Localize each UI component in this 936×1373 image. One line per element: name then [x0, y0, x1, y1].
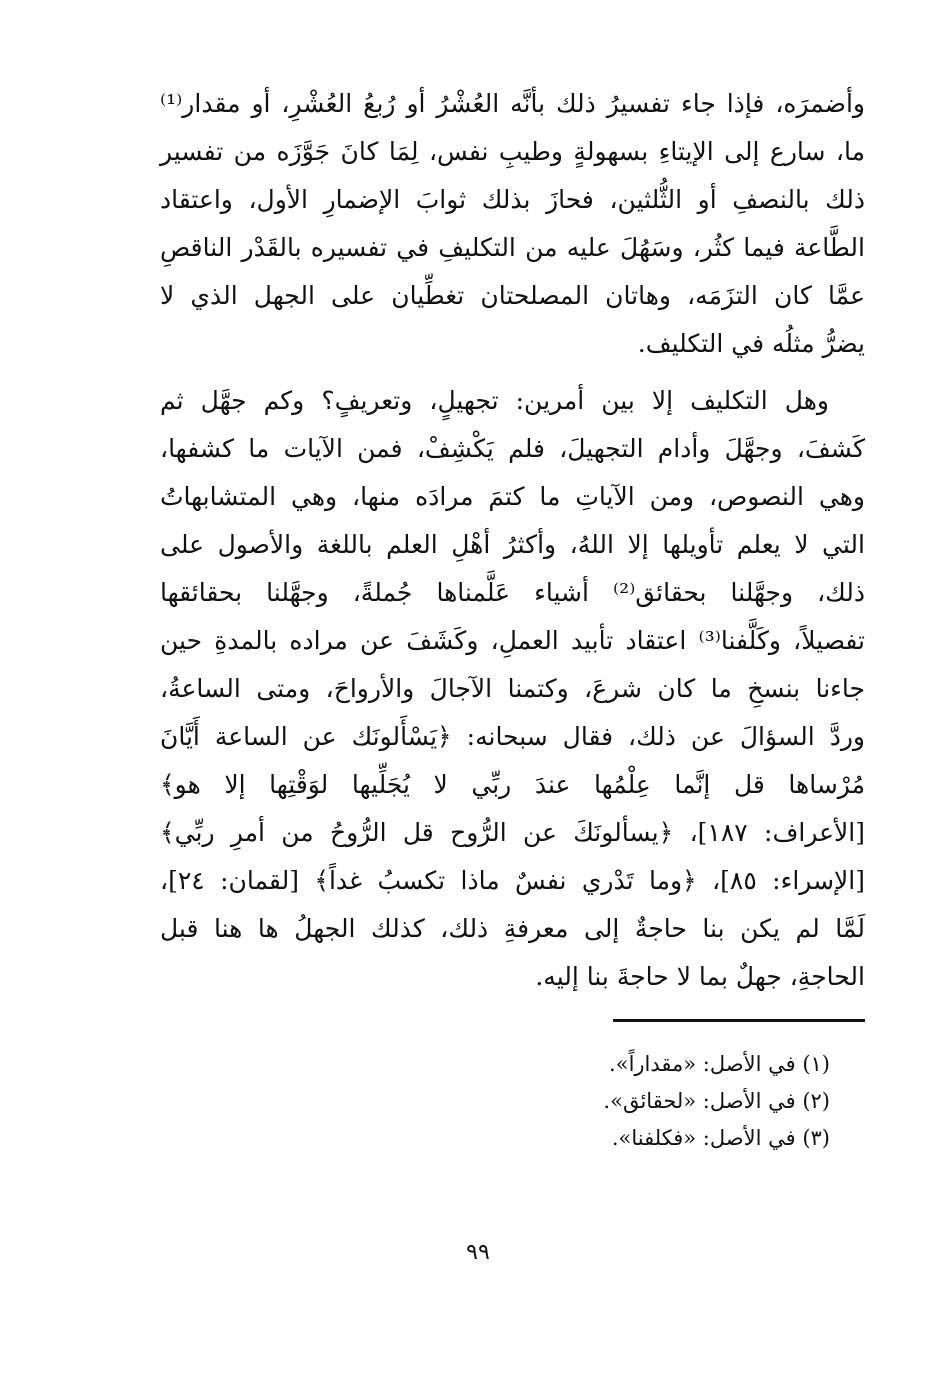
- paragraph-line: كَشفَ، وجهَّلَ وأدام التجهيلَ، فلم يَكْشِفْ، فمن الآيات ما كشفها،: [160, 434, 865, 463]
- paragraph-line: ما، سارع إلى الإيتاءِ بسهولةٍ وطيبِ نفس، لِمَا كانَ جَوَّزَه من تفسير: [160, 137, 865, 166]
- paragraph-line: لَمَّا لم يكن بنا حاجةٌ إلى معرفةِ ذلك، كذلك الجهلُ ها هنا قبل: [160, 914, 865, 943]
- paragraph-line: وردَّ السؤالَ عن ذلك، فقال سبحانه: ﴿يَسْأَلونَك عن الساعة أَيَّانَ: [160, 722, 865, 751]
- footnote-2: (٢) في الأصل: «لحقائق».: [603, 1089, 830, 1113]
- paragraph-line: الطَّاعة فيما كثُر، وسَهُلَ عليه من التكليفِ في تفسيره بالقَدْر الناقصِ: [160, 233, 865, 262]
- paragraph-line: التي لا يعلم تأويلها إلا اللهُ، وأكثرُ أهْلِ العلم باللغة والأصول على: [160, 530, 865, 559]
- paragraph-line: وهي النصوص، ومن الآياتِ ما كتمَ مرادَه منها، وهي المتشابهاتُ: [160, 482, 865, 511]
- paragraph-line: عمَّا كان التزَمَه، وهاتان المصلحتان تغطِّيان على الجهل الذي لا: [160, 281, 865, 310]
- paragraph-line: ذلك، وجهَّلنا بحقائق⁽²⁾ أشياء عَلَّمناها جُملةً، وجهَّلنا بحقائقها: [160, 578, 866, 607]
- footnote-separator: [613, 1019, 865, 1022]
- paragraph-line: مُرْساها قل إنَّما عِلْمُها عندَ ربِّي لا يُجَلِّيها لوَقْتِها إلا هو﴾: [160, 770, 865, 799]
- paragraph-line: جاءنا بنسخِ ما كان شرعَ، وكتمنا الآجالَ والأرواحَ، ومتى الساعةُ،: [160, 674, 865, 703]
- paragraph-line: [الإسراء: ٨٥]، ﴿وما تَدْري نفسٌ ماذا تكسبُ غداً﴾ [لقمان: ٢٤]،: [160, 866, 865, 895]
- paragraph-line: تفصيلاً، وكَلَّفنا⁽³⁾ اعتقاد تأبيد العملِ، وكَشَفَ عن مراده بالمدةِ حين: [160, 626, 865, 655]
- footnote-1: (١) في الأصل: «مقداراً».: [609, 1052, 830, 1076]
- paragraph-line: وأضمرَه، فإذا جاء تفسيرُ ذلك بأنَّه العُشْرُ أو رُبعُ العُشْرِ، أو مقدار⁽¹⁾: [160, 89, 865, 118]
- paragraph-line: يضرُّ مثلُه في التكليف.: [637, 329, 865, 358]
- paragraph-line: وهل التكليف إلا بين أمرين: تجهيلٍ، وتعريفٍ؟ وكم جهَّل ثم: [160, 386, 829, 415]
- paragraph-line: [الأعراف: ١٨٧]، ﴿يسألونَكَ عن الرُّوح قل الرُّوحُ من أمرِ ربِّي﴾: [160, 818, 865, 847]
- page-number: ٩٩: [466, 1240, 490, 1265]
- paragraph-2: [160, 377, 865, 1001]
- footnote-3: (٣) في الأصل: «فكلفنا».: [611, 1126, 830, 1150]
- paragraph-1: [160, 80, 865, 368]
- paragraph-line: الحاجةِ، جهلٌ بما لا حاجةَ بنا إليه.: [535, 962, 865, 991]
- paragraph-line: ذلك بالنصفِ أو الثُّلثين، فحازَ بذلك ثوابَ الإضمارِ الأول، واعتقاد: [160, 185, 865, 214]
- footnotes: [300, 1046, 830, 1157]
